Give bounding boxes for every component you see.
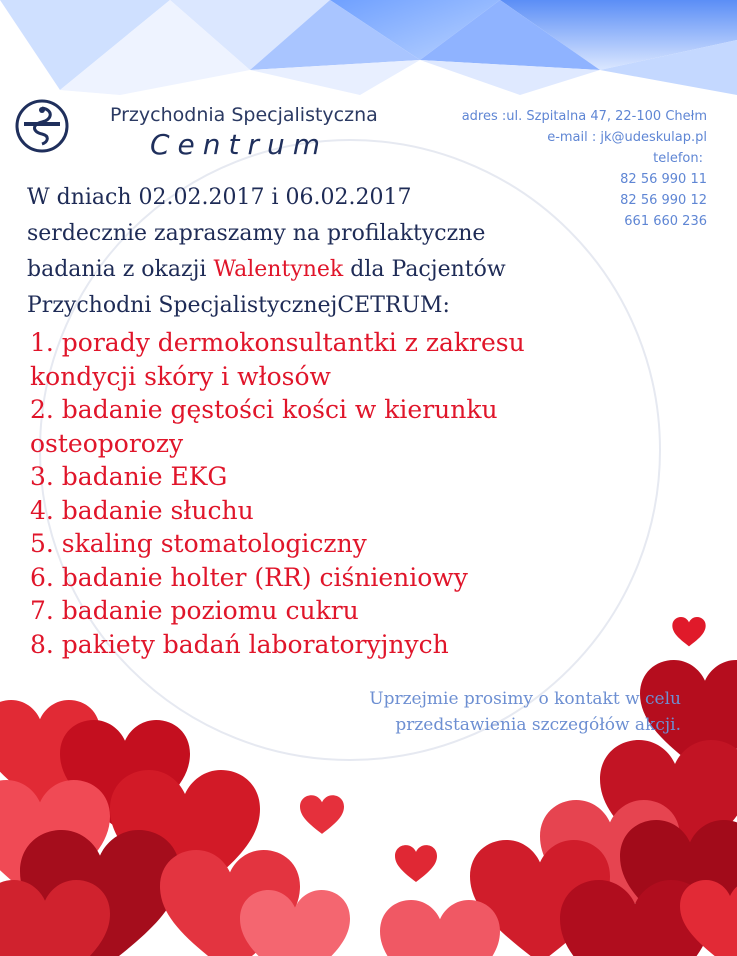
service-item: kondycji skóry i włosów: [30, 361, 331, 391]
intro-line: serdecznie zapraszamy na profilaktyczne: [27, 221, 486, 246]
valentines-highlight: Walentynek: [213, 257, 344, 282]
service-item: 6. badanie holter (RR) ciśnieniowy: [30, 562, 468, 592]
phone-number: 82 56 990 12: [620, 193, 707, 208]
phone-number: 82 56 990 11: [620, 172, 707, 187]
top-polygon-pattern: [0, 0, 737, 95]
service-item: osteoporozy: [30, 428, 184, 458]
service-item: 4. badanie słuchu: [30, 495, 254, 525]
services-list: [30, 326, 650, 661]
service-item: 3. badanie EKG: [30, 462, 228, 491]
service-item: 5. skaling stomatologiczny: [30, 529, 367, 558]
intro-line: W dniach 02.02.2017 i 06.02.2017: [27, 185, 412, 210]
phone-number: 661 660 236: [624, 214, 707, 229]
intro-line: Przychodni SpecjalistycznejCETRUM:: [27, 293, 450, 318]
closing-line: Uprzejmie prosimy o kontakt w celu: [369, 689, 681, 709]
intro-line: [27, 252, 627, 288]
clinic-subtitle: Centrum: [150, 128, 329, 161]
hearts-decoration: [0, 617, 737, 956]
clinic-name: Przychodnia Specjalistyczna: [110, 104, 378, 126]
closing-line: przedstawienia szczegółów akcji.: [395, 715, 681, 735]
service-item: 8. pakiety badań laboratoryjnych: [30, 629, 449, 659]
intro-text-part: dla Pacjentów: [343, 257, 506, 282]
address: adres :ul. Szpitalna 47, 22-100 Chełm: [461, 109, 707, 124]
closing-note: [369, 686, 681, 738]
intro-text: [27, 180, 627, 324]
email[interactable]: e-mail : jk@udeskulap.pl: [547, 130, 707, 145]
intro-text-part: badania z okazji: [27, 257, 214, 282]
service-item: 2. badanie gęstości kości w kierunku: [30, 395, 498, 424]
caduceus-logo-icon: [14, 98, 70, 154]
service-item: 7. badanie poziomu cukru: [30, 596, 359, 625]
service-item: 1. porady dermokonsultantki z zakresu: [30, 328, 525, 357]
phone-label: telefon:: [653, 151, 703, 166]
